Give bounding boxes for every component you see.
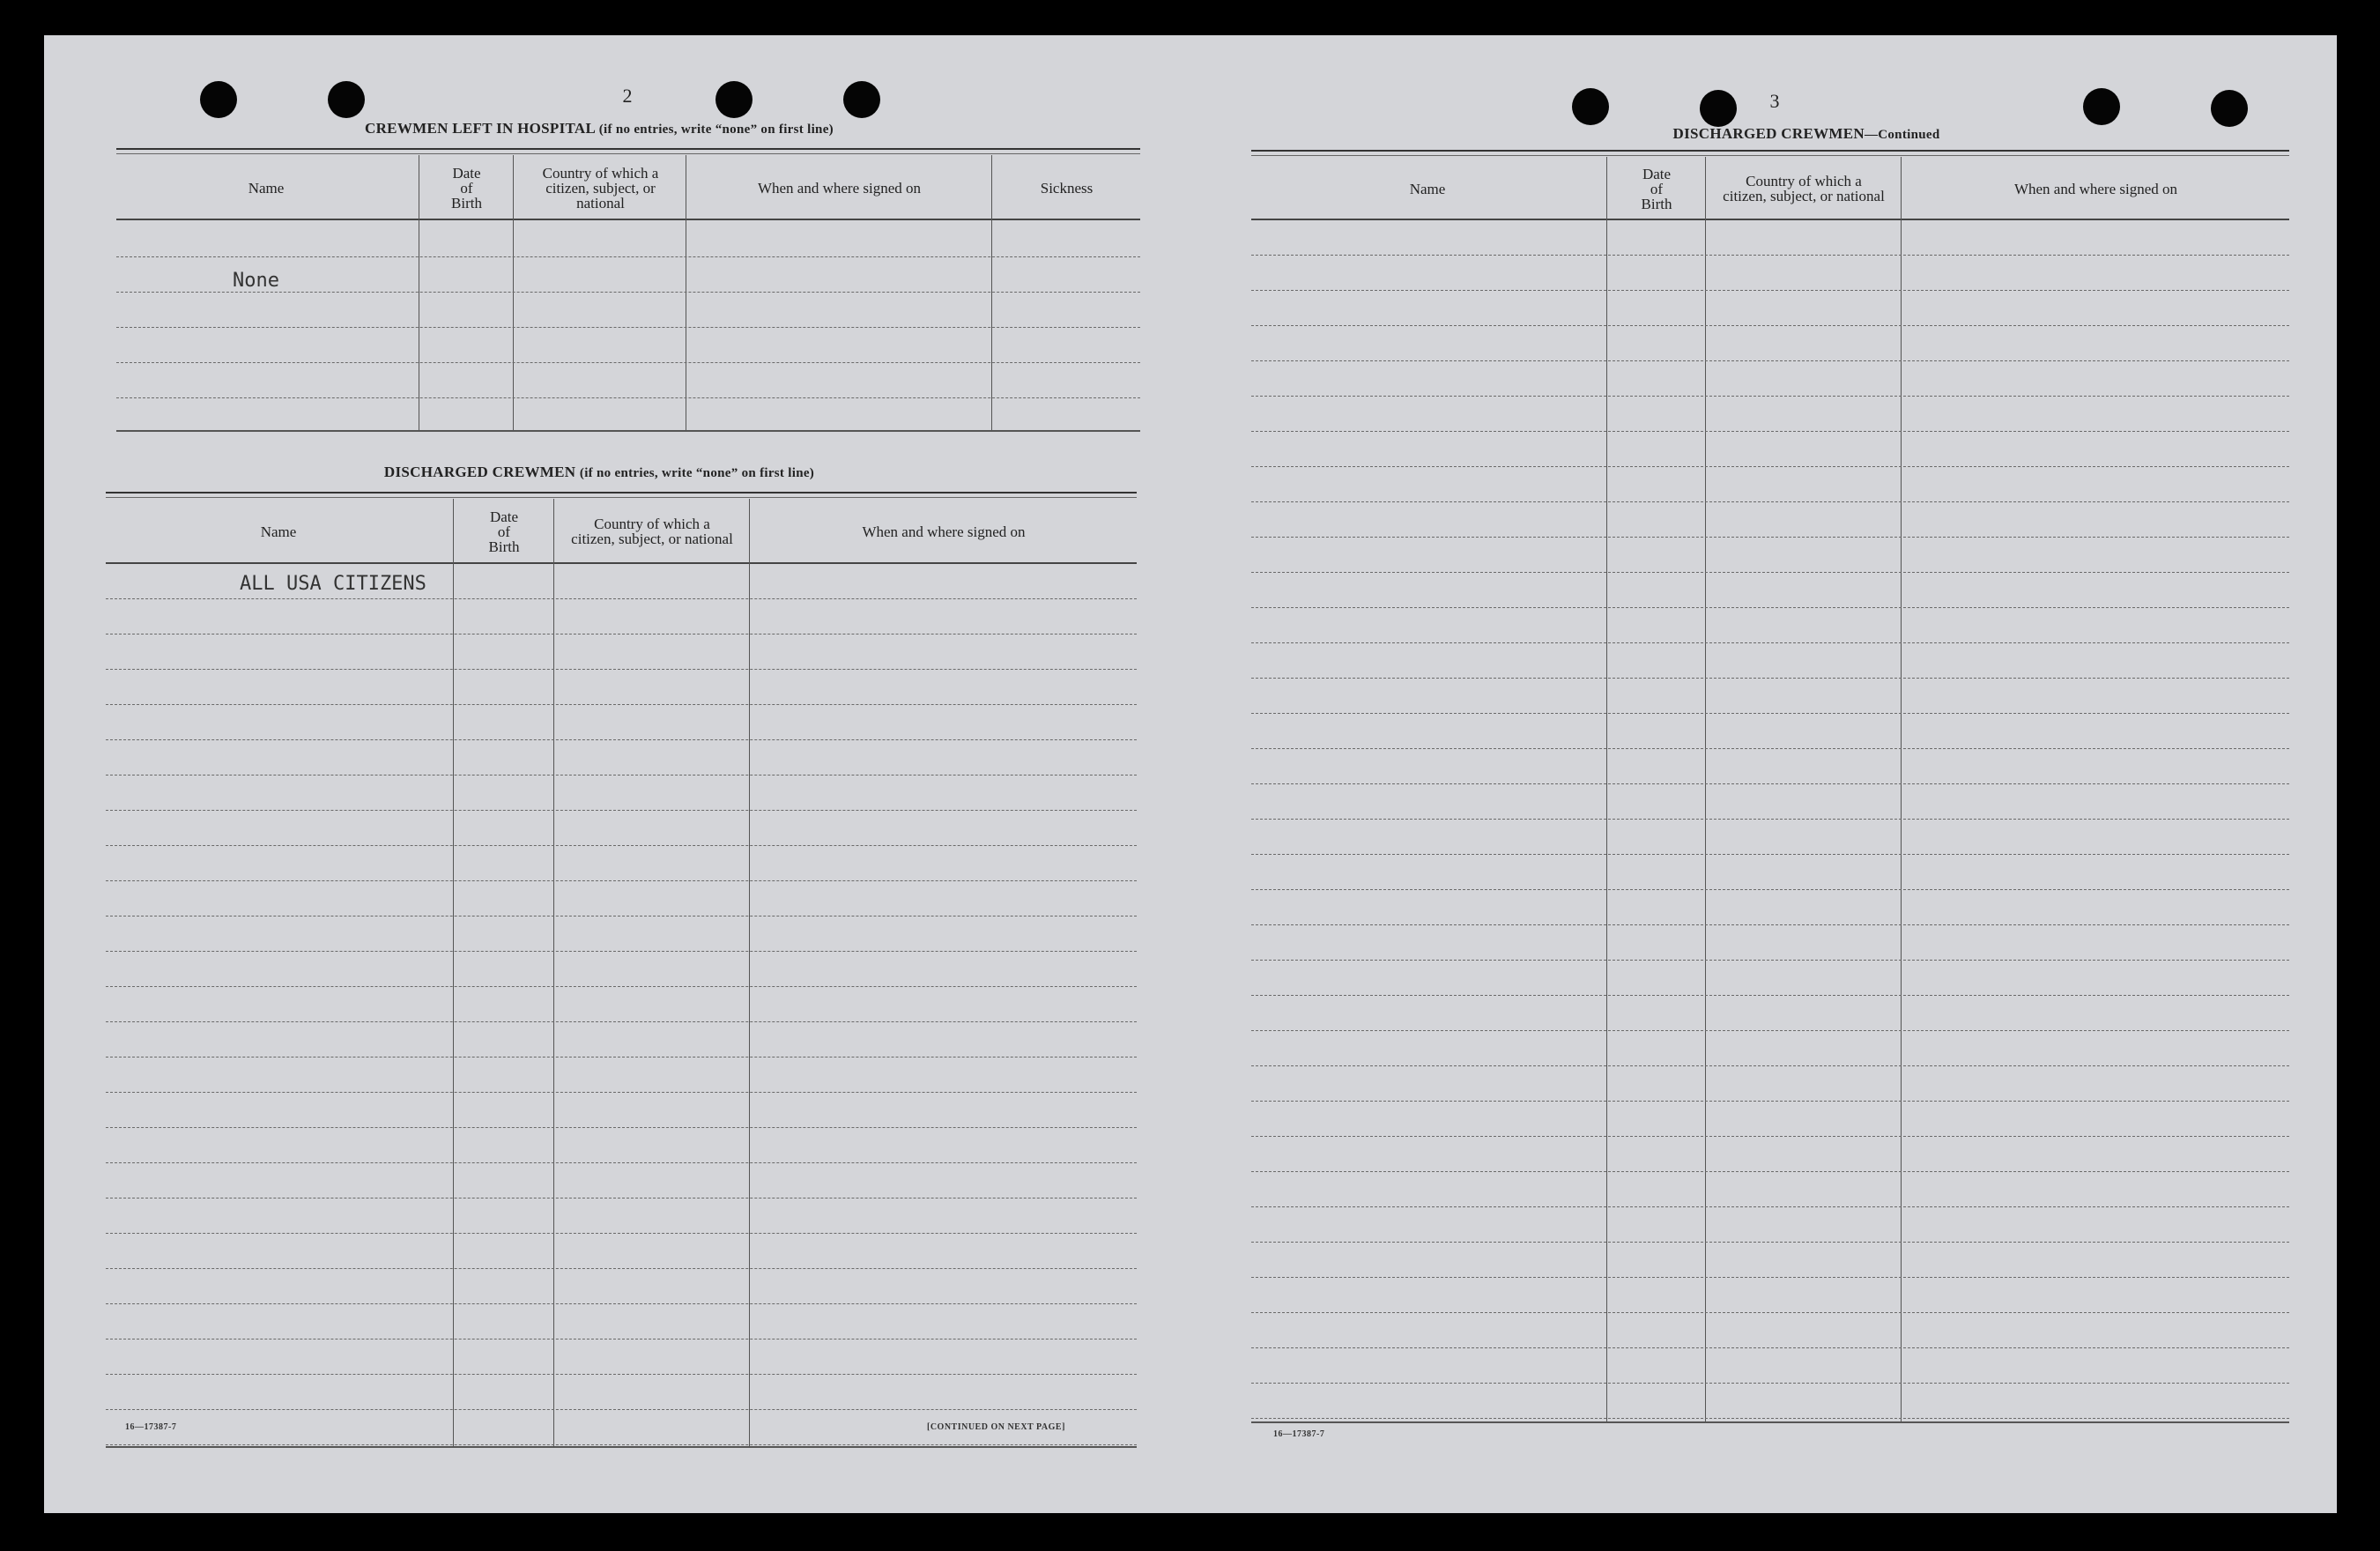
- hospital-note: (if no entries, write “none” on first line): [598, 122, 834, 137]
- table-row: [116, 328, 1140, 363]
- discharged-table: [106, 492, 1137, 1448]
- table-row: [1251, 1031, 2289, 1066]
- col-country: Country of which a citizen, subject, or national: [1723, 173, 1885, 204]
- hospital-title: CREWMEN LEFT IN HOSPITAL: [365, 120, 596, 137]
- document-sheet: [44, 35, 2337, 1513]
- table-row: [1251, 749, 2289, 784]
- table-row: [1251, 361, 2289, 397]
- discharged-title: DISCHARGED CREWMEN: [383, 464, 576, 480]
- table-row: [1251, 1137, 2289, 1172]
- continued-note: [CONTINUED ON NEXT PAGE]: [927, 1422, 1065, 1432]
- col-name: Name: [260, 523, 297, 540]
- hospital-entry: None: [233, 270, 279, 292]
- table-row: [1251, 291, 2289, 326]
- table-row: [1251, 608, 2289, 643]
- table-row: [106, 670, 1137, 705]
- table-row: [106, 740, 1137, 776]
- table-row: [1251, 502, 2289, 538]
- table-row: [1251, 1348, 2289, 1384]
- table-row: [1251, 432, 2289, 467]
- table-row: [106, 811, 1137, 846]
- discharged-entry: ALL USA CITIZENS: [240, 573, 426, 595]
- punch-hole: [2083, 88, 2120, 125]
- table-row: [106, 916, 1137, 952]
- table-row: [106, 1198, 1137, 1234]
- table-row: [1251, 1102, 2289, 1137]
- punch-hole: [1572, 88, 1609, 125]
- table-row: [1251, 1172, 2289, 1207]
- col-country: Country of which a citizen, subject, or national: [571, 516, 733, 547]
- table-row: [106, 1128, 1137, 1163]
- discharged-note: (if no entries, write “none” on first line): [579, 466, 815, 480]
- table-row: [1251, 925, 2289, 961]
- page-number: 3: [1769, 90, 1780, 112]
- form-number: 16—17387-7: [1273, 1429, 1325, 1439]
- table-row: [106, 1058, 1137, 1093]
- table-row: [1251, 220, 2289, 256]
- punch-hole: [1700, 90, 1737, 127]
- table-row: [1251, 961, 2289, 996]
- table-row: [1251, 467, 2289, 502]
- col-when-where: When and where signed on: [2013, 180, 2178, 197]
- table-row: [1251, 1384, 2289, 1419]
- col-sickness: Sickness: [1040, 179, 1094, 197]
- discharged-continued-table: [1251, 150, 2289, 1423]
- table-row: [106, 1022, 1137, 1058]
- col-country: Country of which a citizen, subject, or national: [542, 164, 659, 212]
- table-row: [1251, 573, 2289, 608]
- table-row: [1251, 538, 2289, 573]
- page-number: 2: [622, 85, 633, 107]
- col-date-of-birth: Date of Birth: [451, 164, 482, 212]
- table-row: [106, 1093, 1137, 1128]
- punch-hole: [715, 81, 753, 118]
- col-date-of-birth: Date of Birth: [488, 508, 520, 555]
- table-row: [1251, 643, 2289, 679]
- table-row: [1251, 256, 2289, 291]
- table-row: [1251, 679, 2289, 714]
- table-row: [106, 1234, 1137, 1269]
- table-row: [106, 1163, 1137, 1198]
- table-row: [1251, 1278, 2289, 1313]
- col-when-where: When and where signed on: [862, 523, 1026, 540]
- discharged-table-header: [106, 499, 1137, 564]
- punch-hole: [2211, 90, 2248, 127]
- table-row: [106, 1375, 1137, 1410]
- hospital-table-header: [116, 155, 1140, 220]
- table-row: [106, 952, 1137, 987]
- table-row: [106, 1340, 1137, 1375]
- table-row: [1251, 714, 2289, 749]
- discharged-continued-title: [1410, 125, 2203, 143]
- table-row: [106, 881, 1137, 916]
- col-name: Name: [248, 179, 285, 197]
- table-row: [1251, 397, 2289, 432]
- table-row: [106, 987, 1137, 1022]
- table-row: [116, 220, 1140, 257]
- table-row: [106, 846, 1137, 881]
- table-row: [1251, 1243, 2289, 1278]
- table-row: [106, 776, 1137, 811]
- punch-hole: [200, 81, 237, 118]
- table-row: [106, 1304, 1137, 1340]
- table-row: [1251, 326, 2289, 361]
- table-row: [1251, 1207, 2289, 1243]
- discharged-section-title: [115, 464, 1084, 481]
- table-row: [1251, 1313, 2289, 1348]
- punch-hole: [843, 81, 880, 118]
- col-name: Name: [1409, 180, 1446, 197]
- hospital-table: [116, 148, 1140, 432]
- col-date-of-birth: Date of Birth: [1641, 165, 1672, 212]
- table-row: [1251, 996, 2289, 1031]
- table-row: [1251, 820, 2289, 855]
- table-row: [1251, 890, 2289, 925]
- col-when-where: When and where signed on: [757, 179, 922, 197]
- table-row: [106, 1269, 1137, 1304]
- form-number: 16—17387-7: [125, 1422, 177, 1432]
- discharged-continued-table-header: [1251, 157, 2289, 220]
- continued-suffix: —Continued: [1864, 128, 1940, 142]
- table-row: [1251, 1066, 2289, 1102]
- table-row: [116, 293, 1140, 328]
- table-row: [1251, 855, 2289, 890]
- hospital-section-title: [115, 120, 1084, 137]
- table-row: [1251, 784, 2289, 820]
- table-row: [106, 705, 1137, 740]
- punch-hole: [328, 81, 365, 118]
- table-row: [106, 634, 1137, 670]
- table-row: [106, 599, 1137, 634]
- table-row: [116, 363, 1140, 398]
- discharged-title: DISCHARGED CREWMEN: [1672, 125, 1865, 142]
